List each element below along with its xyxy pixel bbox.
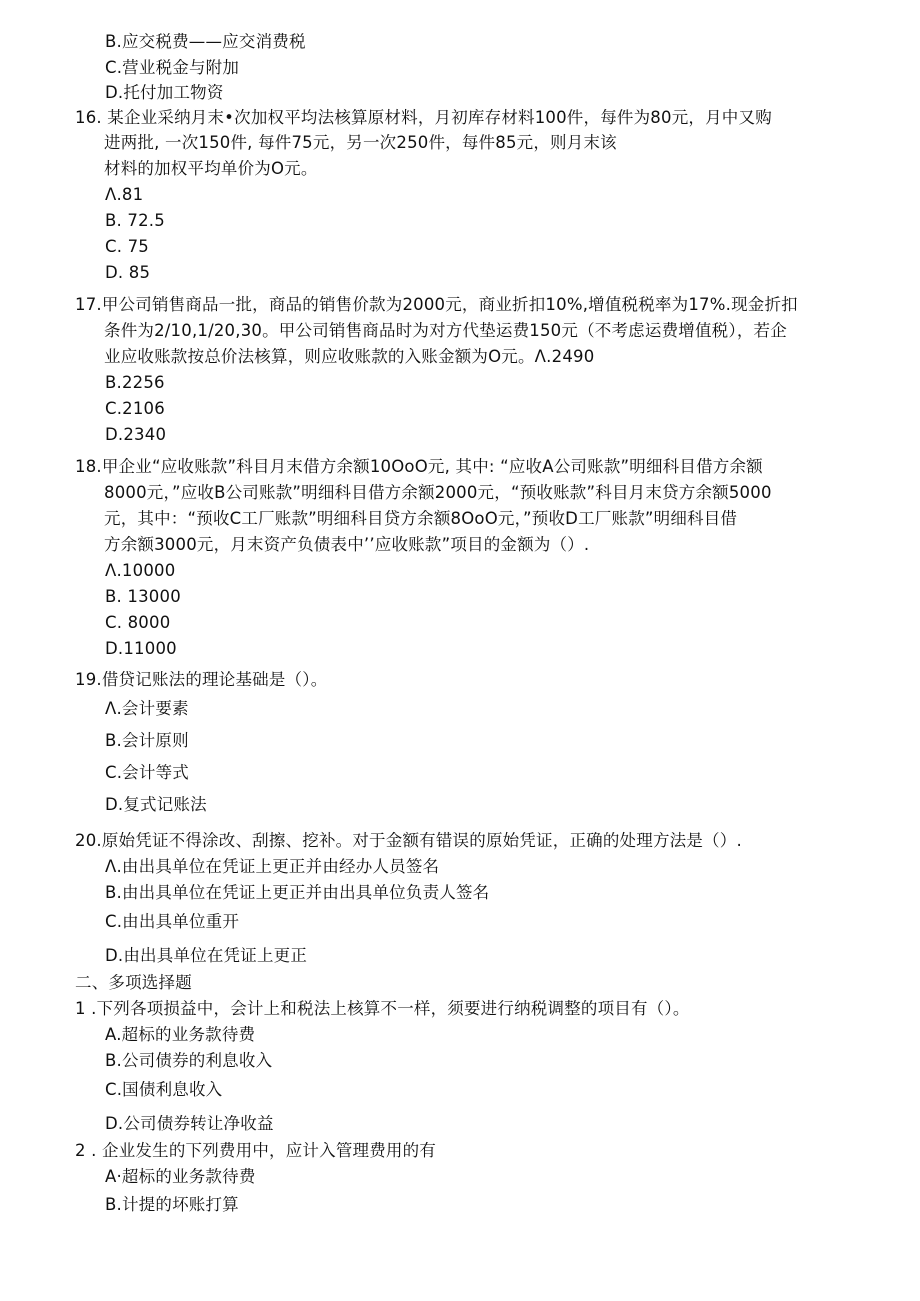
q20-option-b: B.由出具单位在凭证上更正并由出具单位负责人签名 [105,883,490,902]
mc1-option-a: A.超标的业务款待费 [105,1025,256,1044]
question-16-line-1: 16. 某企业采纳月末•次加权平均法核算原材料，月初库存材料100件，每件为80元，月中又购 [75,108,772,127]
mc-question-1: 1 .下列各项损益中，会计上和税法上核算不一样，须要进行纳税调整的项目有（）。 [75,999,690,1018]
question-18-line-2: 8000元，”应收B公司账款”明细科目借方余额2000元，“预收账款”科目月末贷方余额5000 [104,483,772,502]
mc1-option-c: C.国债利息收入 [105,1080,223,1099]
q19-option-d: D.复式记账法 [105,795,207,814]
q18-option-c: C. 8000 [105,613,171,632]
q18-option-b: B. 13000 [105,587,181,606]
q20-option-c: C.由出具单位重开 [105,912,240,931]
question-18-line-1: 18.甲企业“应收账款”科目月末借方余额10OoO元, 其中: “应收A公司账款”明细科目借方余额 [75,457,763,476]
question-20: 20.原始凭证不得涂改、刮擦、挖补。对于金额有错误的原始凭证，正确的处理方法是（）. [75,831,742,850]
mc2-option-a: A·超标的业务款待费 [105,1167,256,1186]
question-18-line-4: 方余额3000元，月末资产负债表中’’应收账款”项目的金额为（）. [104,535,590,554]
q16-option-c: C. 75 [105,237,150,256]
section-heading-multiple-choice: 二、多项选择题 [75,973,192,992]
question-18-line-3: 元，其中：“预收C工厂账款”明细科目贷方余额8OoO元，”预收D工厂账款”明细科目借 [104,509,738,528]
question-16-line-2: 进两批, 一次150件, 每件75元，另一次250件，每件85元，则月末该 [104,133,617,152]
question-17-line-2: 条件为2/10,1/20,30。甲公司销售商品时为对方代垫运费150元（不考虑运费增值税），若企 [104,321,787,340]
q19-option-b: B.会计原则 [105,731,189,750]
question-17-line-1: 17.甲公司销售商品一批，商品的销售价款为2000元，商业折扣10%,增值税税率为17%.现金折扣 [75,295,798,314]
q16-option-a: Λ.81 [105,185,144,204]
q16-option-b: B. 72.5 [105,211,165,230]
q15-option-d: D.托付加工物资 [105,83,224,102]
q17-option-c: C.2106 [105,399,165,418]
mc1-option-b: B.公司债券的利息收入 [105,1051,273,1070]
question-17-line-3: 业应收账款按总价法核算，则应收账款的入账金额为O元。Λ.2490 [104,347,595,366]
question-19: 19.借贷记账法的理论基础是（）。 [75,670,328,689]
q20-option-a: Λ.由出具单位在凭证上更正并由经办人员签名 [105,857,440,876]
q19-option-c: C.会计等式 [105,763,189,782]
mc-question-2: 2 . 企业发生的下列费用中，应计入管理费用的有 [75,1141,437,1160]
q15-option-c: C.营业税金与附加 [105,58,240,77]
q19-option-a: Λ.会计要素 [105,699,189,718]
q16-option-d: D. 85 [105,263,151,282]
mc2-option-b: B.计提的坏账打算 [105,1195,239,1214]
q15-option-b: B.应交税费——应交消费税 [105,32,306,51]
mc1-option-d: D.公司债券转让净收益 [105,1114,274,1133]
q18-option-d: D.11000 [105,639,177,658]
q17-option-b: B.2256 [105,373,165,392]
q18-option-a: Λ.10000 [105,561,176,580]
q17-option-d: D.2340 [105,425,167,444]
q20-option-d: D.由出具单位在凭证上更正 [105,946,308,965]
question-16-line-3: 材料的加权平均单价为O元。 [104,159,318,178]
